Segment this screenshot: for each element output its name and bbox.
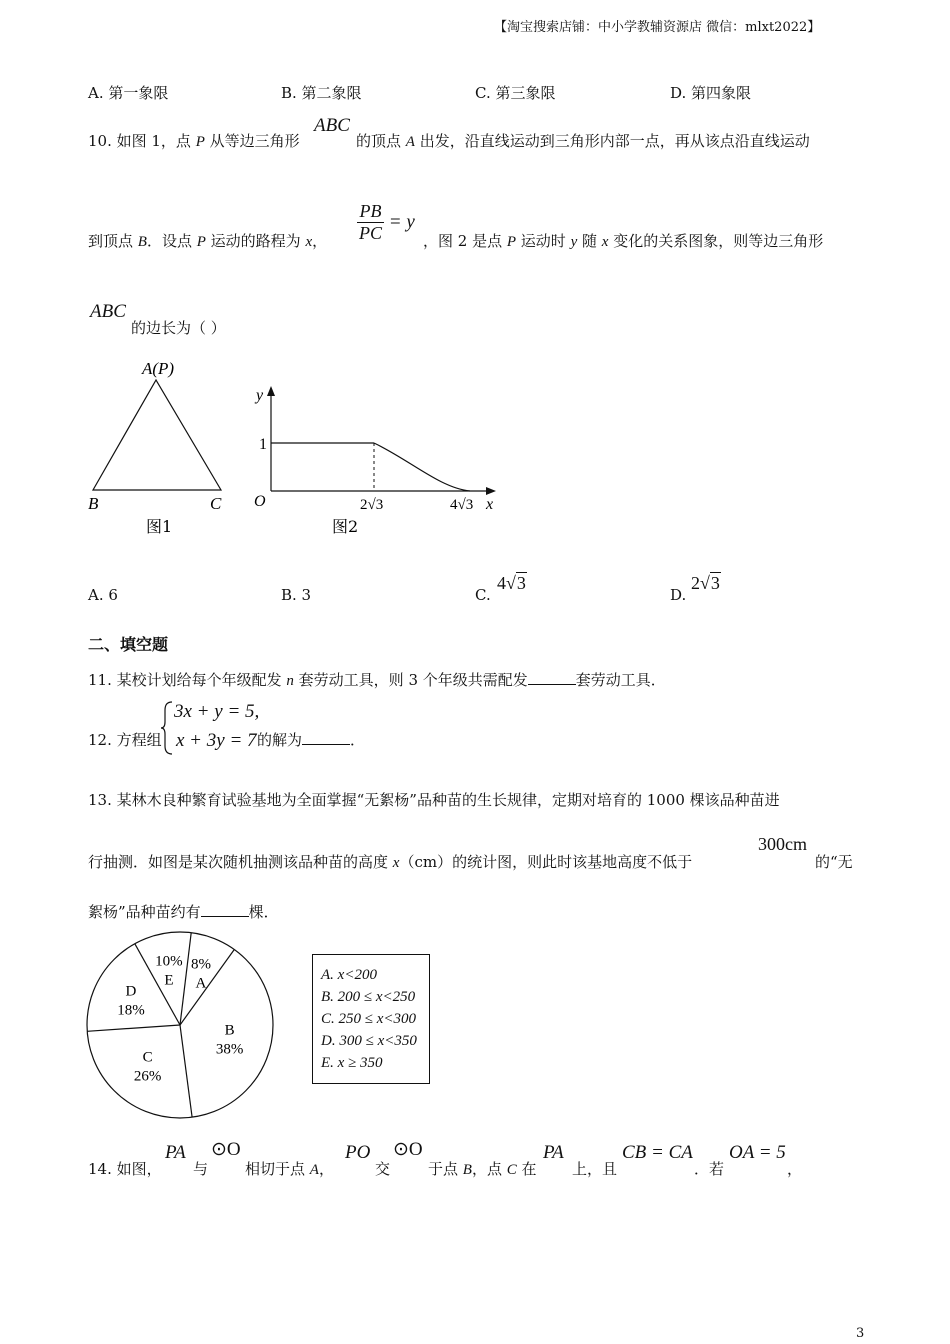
q10-line1-rest: 的顶点 A 出发，沿直线运动到三角形内部一点，再从该点沿直线运动	[356, 132, 810, 150]
q14-start: 14. 如图，	[88, 1160, 162, 1178]
pie-label-a-letter: A	[195, 975, 207, 992]
q12-equation-2: x + 3y = 7	[176, 730, 257, 751]
q11-answer-blank	[528, 670, 576, 685]
q9-option-c: C. 第三象限	[475, 84, 556, 102]
q13-value: 300cm	[758, 834, 807, 854]
pie-slice-boundary-d	[87, 1025, 180, 1031]
q14-circle-o-2: ⊙O	[393, 1139, 423, 1160]
figure1-caption: 图1	[146, 517, 173, 536]
graph-curve-segment	[374, 443, 470, 491]
section-title: 二、填空题	[88, 635, 169, 654]
pie-chart	[80, 925, 280, 1125]
q14-equation-oa: OA = 5	[729, 1142, 786, 1163]
pie-label-a-percent: 8%	[190, 956, 211, 973]
q9-option-b: B. 第二象限	[281, 84, 362, 102]
y-axis-arrow	[267, 386, 275, 396]
q14-circle-o: ⊙O	[211, 1139, 241, 1160]
q9-option-d: D. 第四象限	[670, 84, 752, 102]
pie-label-d-letter: D	[125, 983, 137, 1000]
pie-label-e-letter: E	[164, 972, 174, 989]
triangle-abc	[93, 380, 221, 490]
q14-po-math: PO	[345, 1142, 371, 1163]
q10-figure2	[240, 380, 505, 545]
q10-abc-math: ABC	[314, 115, 350, 136]
page-number: 3	[856, 1326, 865, 1341]
q10-option-d: D.	[670, 586, 687, 604]
y-axis-label: y	[256, 387, 264, 404]
q10-option-b: B. 3	[281, 586, 312, 604]
q10-fraction: $\frac{PB}{PC}$ = y	[359, 201, 415, 243]
q10-option-a: A. 6	[88, 586, 118, 604]
q14-text-e: 交	[375, 1160, 391, 1178]
q13-line1: 13. 某林木良种繁育试验基地为全面掌握“无絮杨”品种苗的生长规律，定期对培育的 1000 棵该品种苗进	[88, 791, 780, 809]
pie-slice-a	[180, 933, 234, 1025]
vertex-b-label: B	[88, 494, 99, 513]
pie-slice-boundary-c	[180, 1025, 192, 1117]
q10-line2-rest: ，图 2 是点 P 运动时 y 随 x 变化的关系图象，则等边三角形	[423, 232, 824, 250]
q14-text-f: 于点 B，点 C 在	[428, 1160, 537, 1178]
legend-item-a: A. x<200	[321, 967, 377, 983]
x-tick-2root3: 2√3	[360, 497, 384, 513]
legend-item-b: B. 200 ≤ x<250	[321, 989, 416, 1005]
q10-option-c-value: 4√3	[497, 573, 526, 593]
q13-line2: 行抽测．如图是某次随机抽测该品种苗的高度 x（cm）的统计图，则此时该基地高度不低于	[88, 853, 693, 871]
pie-label-c-letter: C	[142, 1049, 153, 1066]
q10-option-d-value: 2√3	[691, 573, 720, 593]
q10-abc-math-2: ABC	[90, 301, 126, 322]
page-header: 【淘宝搜索店铺：中小学教辅资源店 微信：mlxt2022】	[494, 20, 821, 35]
q14-pa-math-2: PA	[543, 1142, 564, 1163]
q13-line3: 絮杨”品种苗约有 棵．	[88, 903, 279, 921]
q14-pa-math: PA	[165, 1142, 186, 1163]
origin-label: O	[254, 493, 266, 510]
q10-line2: 到顶点 B．设点 P 运动的路程为 x，	[88, 232, 328, 250]
figure2-caption: 图2	[332, 517, 359, 536]
q14-text-k: ，	[787, 1160, 803, 1178]
q14-equation-cb-ca: CB = CA	[622, 1142, 693, 1163]
y-tick-1: 1	[259, 436, 267, 453]
pie-legend	[312, 954, 430, 1084]
legend-item-c: C. 250 ≤ x<300	[321, 1011, 417, 1027]
q10-line1: 10. 如图 1，点 P 从等边三角形	[88, 132, 300, 150]
q14-text-b: 与	[193, 1160, 209, 1178]
q12-brace	[160, 700, 174, 756]
x-axis-arrow	[486, 487, 496, 495]
q11: 11. 某校计划给每个年级配发 n 套劳动工具，则 3 个年级共需配发 套劳动工具．	[88, 671, 666, 689]
legend-item-d: D. 300 ≤ x<350	[321, 1033, 417, 1049]
q14-text-i: 上，且	[572, 1160, 618, 1178]
pie-label-b-percent: 38%	[215, 1041, 244, 1058]
pie-label-e-percent: 10%	[155, 953, 183, 970]
pie-label-d-percent: 18%	[117, 1002, 145, 1019]
q14-text-j: ．若	[694, 1160, 725, 1178]
q12-label: 12. 方程组	[88, 731, 162, 749]
x-tick-4root3: 4√3	[450, 497, 474, 513]
q9-option-a: A. 第一象限	[88, 84, 169, 102]
q12-answer-blank	[302, 730, 350, 745]
vertex-a-label: A(P)	[142, 359, 175, 378]
q13-line2-rest: 的“无	[815, 853, 853, 871]
vertex-c-label: C	[210, 494, 222, 513]
q10-option-c: C.	[475, 586, 491, 604]
pie-label-b-letter: B	[224, 1022, 235, 1039]
legend-item-e: E. x ≥ 350	[321, 1055, 383, 1071]
q12-rest: 的解为 ．	[257, 731, 366, 749]
q10-line3: 的边长为（ ）	[131, 319, 226, 337]
x-axis-label: x	[486, 496, 494, 513]
q12-equation-1: 3x + y = 5,	[174, 701, 260, 722]
pie-label-c-percent: 26%	[133, 1068, 162, 1085]
q10-figure1	[80, 355, 240, 545]
q14-text-c: 相切于点 A，	[245, 1160, 334, 1178]
q13-answer-blank	[201, 902, 249, 917]
